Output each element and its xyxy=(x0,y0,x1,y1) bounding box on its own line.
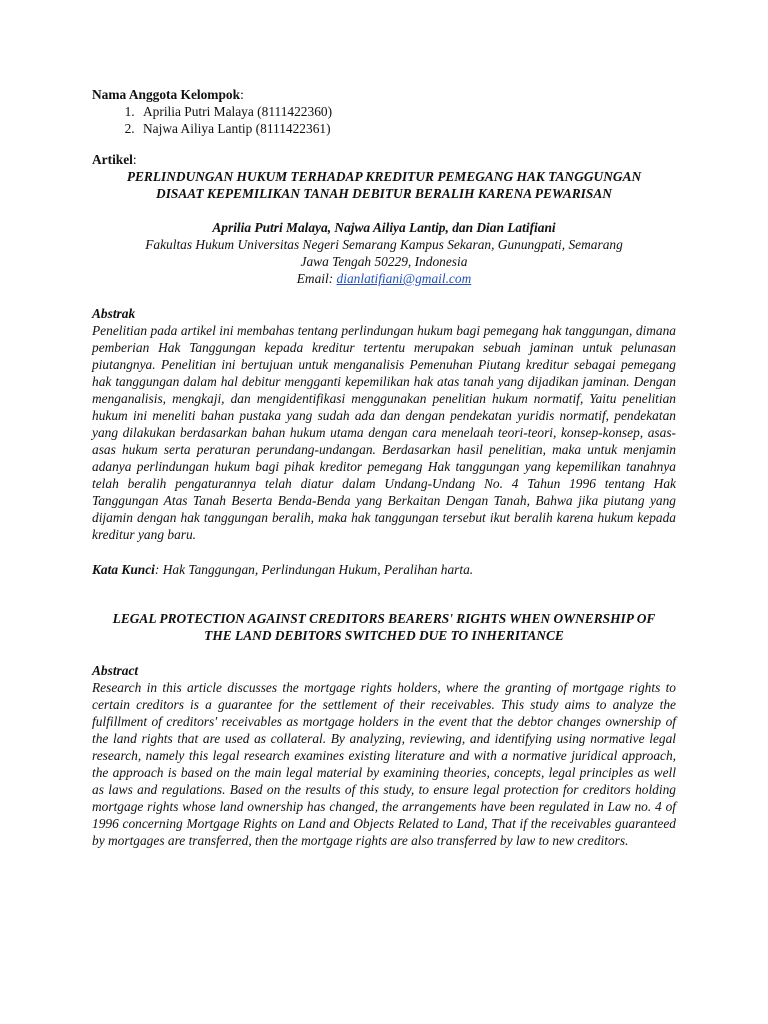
members-heading: Nama Anggota Kelompok: xyxy=(92,87,244,102)
abstrak-heading: Abstrak xyxy=(92,306,136,321)
member-item: 1. Aprilia Putri Malaya (8111422360) xyxy=(138,103,676,120)
abstrak-text: Penelitian pada artikel ini membahas tentang perlindungan hukum bagi pemegang hak tanggungan, dimana pemberian Hak Tanggungan kepada kreditur tertentu merupakan sebuah jaminan untuk pelunasan piutangnya. Penelitian ini bertujuan untuk menganalisis Pemenuhan Piutang kreditur sebagai pemegang hak tanggungan dalam hal debitur mengganti kepemilikan hak atas tanah yang dijadikan jaminan. Dengan menganalisis, mengkaji, dan mengidentifikasi menggunakan penelitian hukum normatif, Yaitu penelitian hukum ini meneliti bahan pustaka yang sudah ada dan dengan pendekatan yuridis normatif, pendekatan yang dilakukan berdasarkan bahan hukum utama dengan cara menelaah teori-teori, konsep-konsep, asas-asas hukum serta peraturan perundang-undangan. Berdasarkan hasil penelitian, maka untuk menjamin adanya perlindungan hukum bagi pihak kreditor pemegang Hak tanggungan yang kepemilikan tanahnya telah beralih pengaturannya telah diatur dalam Undang-Undang No. 4 Tahun 1996 tentang Hak Tanggungan Atas Tanah Beserta Benda-Benda yang Berkaitan Dengan Tanah, Bahwa jika piutang yang dijamin dengan hak tanggungan beralih, maka hak tanggungan tersebut ikut beralih karena hukum kepada kreditur yang baru. xyxy=(92,323,676,542)
members-label: Nama Anggota Kelompok xyxy=(92,87,241,102)
email-line xyxy=(92,270,676,287)
affiliation-line2: Jawa Tengah 50229, Indonesia xyxy=(300,254,468,269)
member-item: 2. Najwa Ailiya Lantip (8111422361) xyxy=(138,120,676,137)
keywords-text: Hak Tanggungan, Perlindungan Hukum, Peralihan harta. xyxy=(162,562,474,577)
document-page xyxy=(92,86,676,849)
article-heading: Artikel: xyxy=(92,152,137,167)
email-link[interactable]: dianlatifiani@gmail.com xyxy=(336,271,472,286)
keywords: Kata Kunci: Hak Tanggungan, Perlindungan Hukum, Peralihan harta. xyxy=(92,562,474,577)
abstract-heading: Abstract xyxy=(92,663,139,678)
email-label: Email: xyxy=(296,271,334,286)
members-list xyxy=(92,103,676,137)
keywords-label: Kata Kunci xyxy=(92,562,155,577)
abstract-text: Research in this article discusses the mortgage rights holders, where the granting of mortgage rights to certain creditors is a guarantee for the settlement of their receivables. This study aims to analyze the fulfillment of creditors' receivables as mortgage holders in the event that the debtor changes ownership of the land rights that are used as collateral. By analyzing, reviewing, and identifying using normative legal research, namely this legal research examines existing literature and with a normative juridical approach, the approach is based on the main legal material by examining theories, concepts, legal principles as well as laws and regulations. Based on the results of this study, to ensure legal protection for creditors holding mortgage rights whose land ownership has changed, the arrangements have been regulated in Law no. 4 of 1996 concerning Mortgage Rights on Land and Objects Related to Land, That if the receivables guaranteed by mortgages are transferred, then the mortgage rights are also transferred by law to new creditors. xyxy=(92,680,676,848)
article-label: Artikel xyxy=(92,152,133,167)
article-title-id: PERLINDUNGAN HUKUM TERHADAP KREDITUR PEMEGANG HAK TANGGUNGAN DISAAT KEPEMILIKAN TANAH DEBITUR BERALIH KARENA PEWARISAN xyxy=(126,169,642,201)
authors: Aprilia Putri Malaya, Najwa Ailiya Lantip, dan Dian Latifiani xyxy=(212,220,556,235)
affiliation-line1: Fakultas Hukum Universitas Negeri Semarang Kampus Sekaran, Gunungpati, Semarang xyxy=(145,237,623,252)
article-title-en: LEGAL PROTECTION AGAINST CREDITORS BEARERS' RIGHTS WHEN OWNERSHIP OF THE LAND DEBITORS SWITCHED DUE TO INHERITANCE xyxy=(112,611,656,643)
